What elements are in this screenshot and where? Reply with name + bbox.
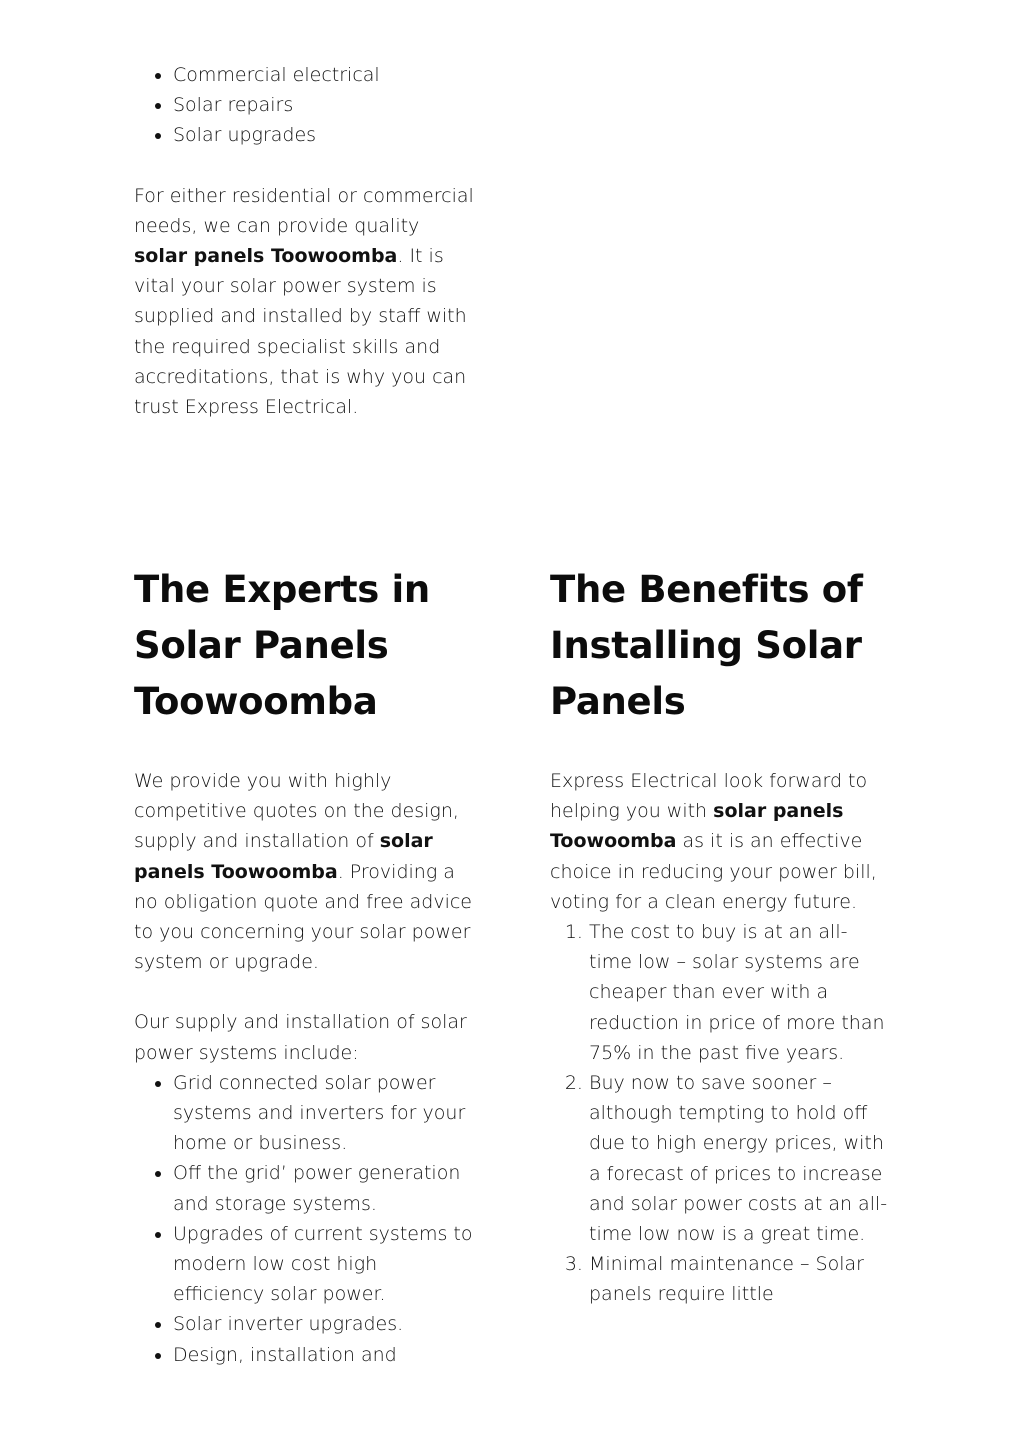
list-item: • Solar upgrades — [173, 120, 474, 150]
list-item: 1. The cost to buy is at an all-time low – solar systems are cheaper than ever with a reduction in price of more than 75% in the past five years. — [589, 917, 890, 1068]
top-section — [134, 60, 474, 422]
list-item: • Off the grid’ power generation and storage systems. — [173, 1158, 474, 1218]
keyword-bold: solar panels Toowoomba — [134, 830, 433, 883]
services-list — [134, 60, 474, 151]
experts-intro: We provide you with highly competitive quotes on the design, supply and installation of solar panels Toowoomba. Providing a no obligation quote and free advice to you concerning your solar power system or upgrade. — [134, 770, 472, 974]
benefits-intro: Express Electrical look forward to helping you with solar panels Toowoomba as it is an effective choice in reducing your power bill, voting for a clean energy future. — [550, 770, 877, 913]
experts-heading: The Experts in Solar Panels Toowoomba — [134, 568, 430, 723]
keyword-bold: solar panels Toowoomba — [550, 800, 844, 853]
experts-section — [134, 562, 474, 1370]
experts-list — [134, 1068, 474, 1370]
intro-paragraph: For either residential or commercial needs, we can provide quality solar panels Toowoomba. It is vital your solar power system is supplied and installed by staff with the required specialist skills and accreditations, that is why you can trust Express Electrical. — [134, 184, 474, 419]
list-item: • Upgrades of current systems to modern low cost high efficiency solar power. — [173, 1219, 474, 1310]
list-item: • Solar repairs — [173, 90, 474, 120]
keyword-bold: solar panels Toowoomba — [134, 245, 398, 268]
list-item: • Grid connected solar power systems and inverters for your home or business. — [173, 1068, 474, 1159]
benefits-list — [550, 917, 890, 1310]
experts-list-intro: Our supply and installation of solar power systems include: — [134, 1011, 467, 1064]
list-item: 3. Minimal maintenance – Solar panels require little — [589, 1249, 890, 1309]
benefits-heading: The Benefits of Installing Solar Panels — [550, 568, 863, 723]
list-item: 2. Buy now to save sooner – although tempting to hold off due to high energy prices, with a forecast of prices to increase and solar power costs at an all-time low now is a great time. — [589, 1068, 890, 1249]
list-item: • Design, installation and — [173, 1340, 474, 1370]
benefits-section — [550, 562, 890, 1310]
list-item: • Solar inverter upgrades. — [173, 1309, 474, 1339]
list-item: • Commercial electrical — [173, 60, 474, 90]
